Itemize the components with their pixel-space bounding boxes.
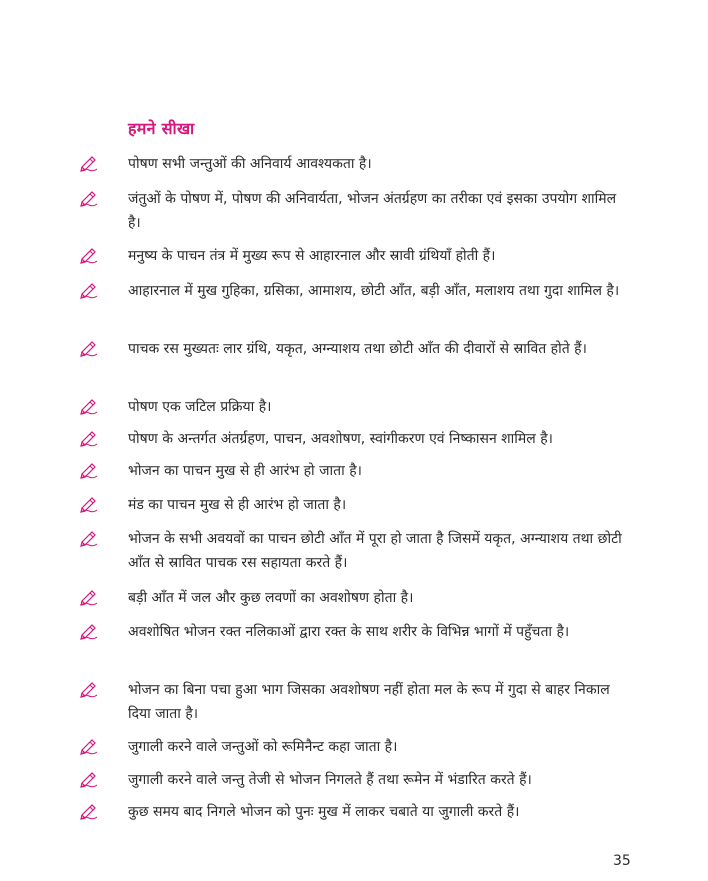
pen-writing-icon [80, 529, 98, 547]
pen-writing-icon [80, 737, 98, 755]
list-item-text: जंतुओं के पोषण में, पोषण की अनिवार्यता, भोजन अंतर्ग्रहण का तरीका एवं इसका उपयोग शामिल है। [128, 191, 617, 231]
pen-writing-icon [80, 770, 98, 788]
list-item-text: कुछ समय बाद निगले भोजन को पुनः मुख में लाकर चबाते या जुगाली करते हैं। [128, 804, 520, 820]
list-item-text: पोषण के अन्तर्गत अंतर्ग्रहण, पाचन, अवशोषण, स्वांगीकरण एवं निष्कासन शामिल है। [128, 431, 553, 447]
list-item-text: आहारनाल में मुख गुहिका, ग्रसिका, आमाशय, छोटी आँत, बड़ी आँत, मलाशय तथा गुदा शामिल है। [128, 283, 620, 299]
pen-writing-icon [80, 246, 98, 264]
pen-writing-icon [80, 281, 98, 299]
list-item-text: भोजन के सभी अवयवों का पाचन छोटी आँत में पूरा हो जाता है जिसमें यकृत, अग्न्याशय तथा छोटी आँत से स्रावित पाचक रस सहायता करते हैं। [128, 531, 622, 571]
section-heading: हमने सीखा [128, 119, 195, 138]
list-item-text: पोषण सभी जन्तुओं की अनिवार्य आवश्यकता है। [128, 156, 372, 172]
pen-writing-icon [80, 397, 98, 415]
page-number: 35 [613, 853, 631, 869]
list-item-text: अवशोषित भोजन रक्त नलिकाओं द्वारा रक्त के साथ शरीर के विभिन्न भागों में पहुँचता है। [128, 624, 570, 640]
list-item-text: पोषण एक जटिल प्रक्रिया है। [128, 399, 272, 415]
list-item-text: जुगाली करने वाले जन्तुओं को रूमिनैन्ट कहा जाता है। [128, 739, 398, 755]
pen-writing-icon [80, 189, 98, 207]
pen-writing-icon [80, 154, 98, 172]
pen-writing-icon [80, 461, 98, 479]
list-item-text: भोजन का बिना पचा हुआ भाग जिसका अवशोषण नहीं होता मल के रूप में गुदा से बाहर निकाल दिया जाता है। [128, 682, 610, 722]
pen-writing-icon [80, 339, 98, 357]
pen-writing-icon [80, 622, 98, 640]
pen-writing-icon [80, 680, 98, 698]
pen-writing-icon [80, 429, 98, 447]
list-item-text: पाचक रस मुख्यतः लार ग्रंथि, यकृत, अग्न्याशय तथा छोटी आँत की दीवारों से स्रावित होते हैं। [128, 341, 587, 357]
pen-writing-icon [80, 802, 98, 820]
pen-writing-icon [80, 495, 98, 513]
pen-writing-icon [80, 588, 98, 606]
list-item-text: मनुष्य के पाचन तंत्र में मुख्य रूप से आहारनाल और स्रावी ग्रंथियाँ होती हैं। [128, 248, 496, 264]
list-item-text: जुगाली करने वाले जन्तु तेजी से भोजन निगलते हैं तथा रूमेन में भंडारित करते हैं। [128, 772, 532, 788]
list-item-text: मंड का पाचन मुख से ही आरंभ हो जाता है। [128, 497, 347, 513]
list-item-text: बड़ी आँत में जल और कुछ लवणों का अवशोषण होता है। [128, 590, 414, 606]
list-item-text: भोजन का पाचन मुख से ही आरंभ हो जाता है। [128, 463, 362, 479]
